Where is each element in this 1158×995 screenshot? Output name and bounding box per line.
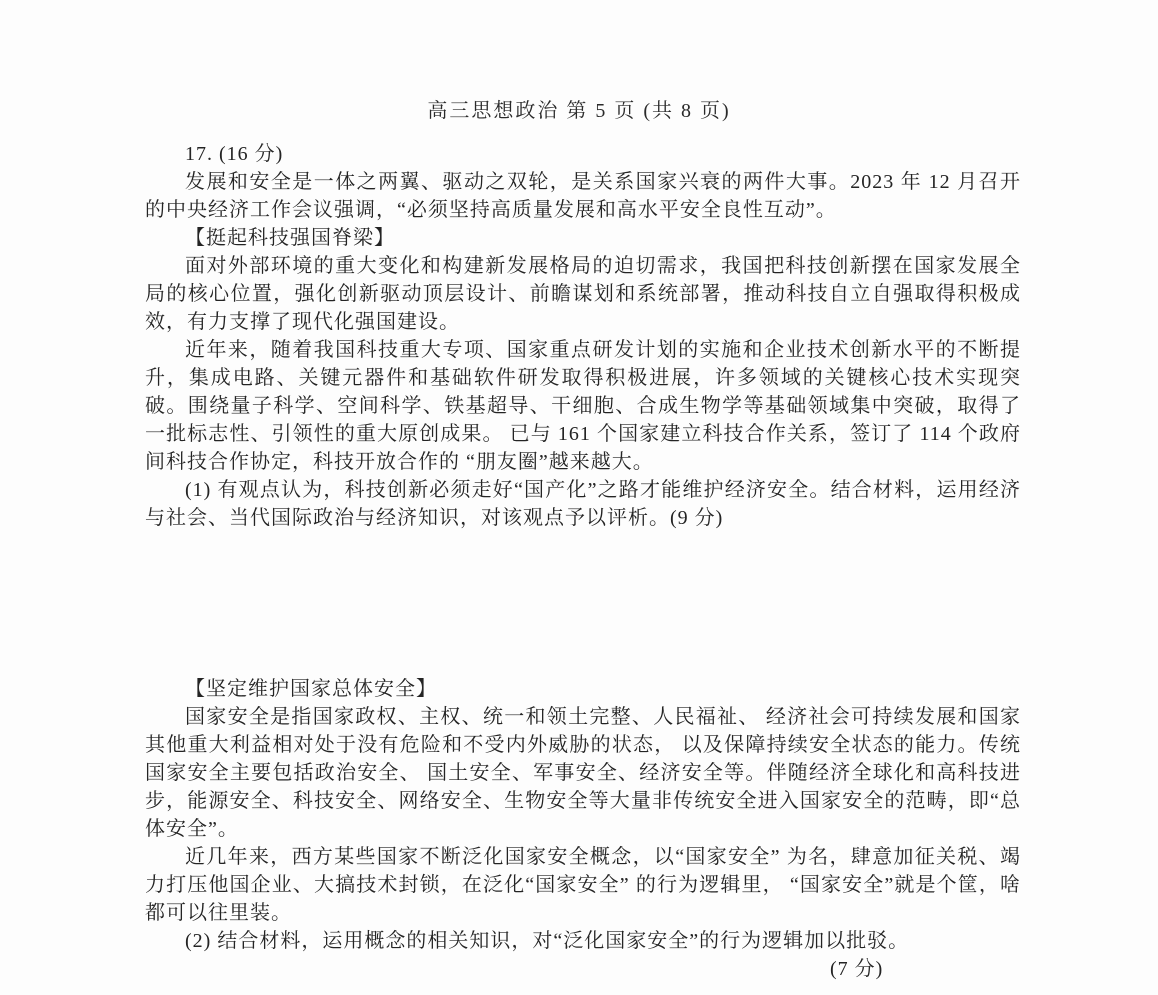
section1-paragraph-1: 面对外部环境的重大变化和构建新发展格局的迫切需求，我国把科技创新摆在国家发展全局的核心位置，强化创新驱动顶层设计、前瞻谋划和系统部署，推动科技自立自强取得积极成效，有力支撑了现代化强国建设。	[145, 255, 1021, 333]
intro-paragraph: 发展和安全是一体之两翼、驱动之双轮，是关系国家兴衰的两件大事。2023 年 12 月召开的中央经济工作会议强调，“必须坚持高质量发展和高水平安全良性互动”。	[145, 171, 1021, 221]
question-number-line: 17. (16 分)	[185, 143, 284, 165]
answer-space	[145, 532, 1021, 675]
section2-paragraph-1: 国家安全是指国家政权、主权、统一和领土完整、人民福祉、 经济社会可持续发展和国家其他重大利益相对处于没有危险和不受内外威胁的状态， 以及保障持续安全状态的能力。传统国家安全主要包括政治安全、 国土安全、军事安全、经济安全等。伴随经济全球化和高科技进步，能源安全、科技安全、网络安全、生物安全等大量非传统安全进入国家安全的范畴，即“总体安全”。	[145, 706, 1021, 840]
subquestion-2-score: (7 分)	[830, 958, 884, 980]
subquestion-1: (1) 有观点认为，科技创新必须走好“国产化”之路才能维护经济安全。结合材料，运用经济与社会、当代国际政治与经济知识，对该观点予以评析。(9 分)	[145, 479, 1021, 529]
section1-paragraph-2: 近年来，随着我国科技重大专项、国家重点研发计划的实施和企业技术创新水平的不断提升，集成电路、关键元器件和基础软件研发取得积极进展，许多领域的关键核心技术实现突破。围绕量子科学、空间科学、铁基超导、干细胞、合成生物学等基础领域集中突破，取得了一批标志性、引领性的重大原创成果。 已与 161 个国家建立科技合作关系，签订了 114 个政府间科技合作协定，科技开放合作的 “朋友圈”越来越大。	[145, 339, 1021, 473]
section2-heading: 【坚定维护国家总体安全】	[185, 678, 437, 700]
section1-heading: 【挺起科技强国脊梁】	[185, 227, 395, 249]
subquestion-2: (2) 结合材料，运用概念的相关知识，对“泛化国家安全”的行为逻辑加以批驳。	[185, 930, 910, 952]
page-header: 高三思想政治 第 5 页 (共 8 页)	[427, 100, 731, 122]
question-17	[145, 140, 1021, 983]
section2-paragraph-2: 近几年来，西方某些国家不断泛化国家安全概念，以“国家安全” 为名，肆意加征关税、竭力打压他国企业、大搞技术封锁，在泛化“国家安全” 的行为逻辑里， “国家安全”就是个筐，啥都可以往里装。	[145, 846, 1021, 924]
